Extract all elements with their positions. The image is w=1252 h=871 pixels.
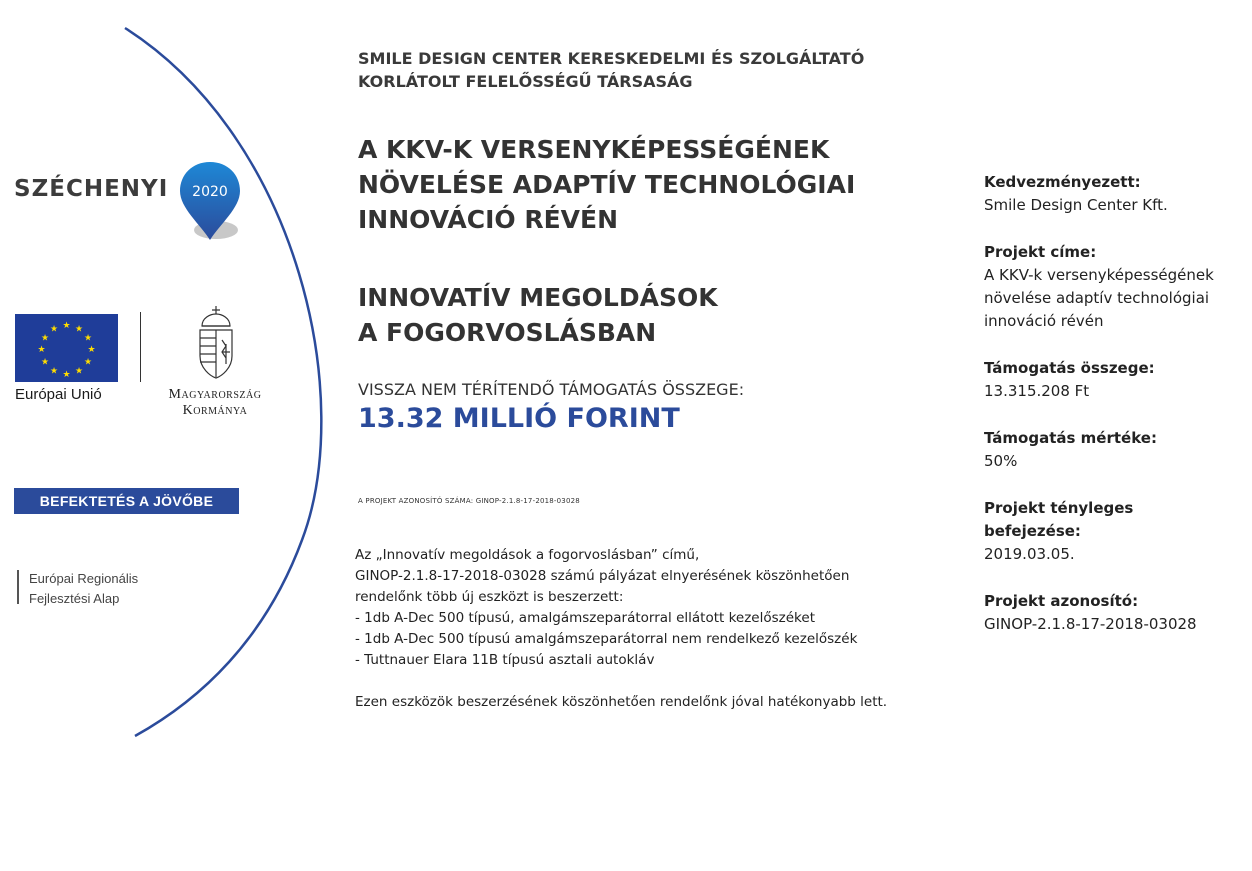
project-subtitle [358,280,718,350]
erfa-label [29,569,138,609]
company-name-line1: SMILE DESIGN CENTER KERESKEDELMI ÉS SZOLGÁLTATÓ [358,49,865,68]
eu-label: Európai Unió [15,386,102,403]
info-amount [984,357,1244,403]
svg-text:★: ★ [74,324,84,335]
svg-text:★: ★ [40,333,50,344]
project-id-small: A PROJEKT AZONOSÍTÓ SZÁMA: GINOP-2.1.8-17-2018-03028 [358,497,580,505]
info-label: Támogatás összege: [984,359,1155,377]
description-closing: Ezen eszközök beszerzésének köszönhetően rendelőnk jóval hatékonyabb lett. [355,694,888,710]
info-label: Projekt tényleges [984,499,1134,517]
info-beneficiary [984,171,1244,217]
eu-stars-icon [15,314,118,382]
svg-text:★: ★ [40,357,50,368]
coat-of-arms-icon [192,304,240,380]
info-value: 13.315.208 Ft [984,382,1090,400]
szechenyi-pin-icon [178,160,244,242]
info-value: A KKV-k versenyképességének [984,266,1214,284]
szechenyi-logo-text: SZÉCHENYI [14,176,169,202]
company-name-line2: KORLÁTOLT FELELŐSSÉGŰ TÁRSASÁG [358,72,693,91]
info-completion [984,497,1244,566]
company-name [358,47,864,93]
info-value: GINOP-2.1.8-17-2018-03028 [984,615,1197,633]
info-label: Projekt azonosító: [984,592,1139,610]
eu-flag [15,314,118,382]
info-value: Smile Design Center Kft. [984,196,1168,214]
info-project-id [984,590,1244,636]
grant-amount: 13.32 MILLIÓ FORINT [358,403,680,434]
info-label: Kedvezményezett: [984,173,1141,191]
info-value: innováció révén [984,312,1104,330]
government-label-line1: Magyarország [168,387,262,402]
info-rate [984,427,1244,473]
description-line: - 1db A-Dec 500 típusú, amalgámszeparátorral ellátott kezelőszéket [355,610,815,626]
info-project-title [984,241,1244,333]
info-label: befejezése: [984,522,1081,540]
grant-label: VISSZA NEM TÉRÍTENDŐ TÁMOGATÁS ÖSSZEGE: [358,380,745,399]
description-line: rendelőnk több új eszközt is beszerzett: [355,589,624,605]
project-subtitle-line1: INNOVATÍV MEGOLDÁSOK [358,283,718,312]
svg-text:★: ★ [87,345,96,355]
szechenyi-year: 2020 [192,184,228,200]
svg-text:★: ★ [74,366,84,377]
svg-text:★: ★ [83,333,93,344]
erfa-label-line1: Európai Regionális [29,571,139,586]
erfa-divider [17,570,19,604]
description-line: - 1db A-Dec 500 típusú amalgámszeparátorral nem rendelkező kezelőszék [355,631,858,647]
project-title-line3: INNOVÁCIÓ RÉVÉN [358,205,619,234]
description-line: Az „Innovatív megoldások a fogorvoslásban” című, [355,547,700,563]
project-title [358,132,855,237]
info-value: 2019.03.05. [984,545,1075,563]
description-line: GINOP-2.1.8-17-2018-03028 számú pályázat elnyerésének köszönhetően [355,568,850,584]
svg-text:★: ★ [83,357,93,368]
project-subtitle-line2: A FOGORVOSLÁSBAN [358,318,657,347]
info-value: 50% [984,452,1018,470]
project-title-line1: A KKV-K VERSENYKÉPESSÉGÉNEK [358,135,830,164]
info-value: növelése adaptív technológiai [984,289,1210,307]
project-info [984,171,1244,660]
government-label [145,387,285,419]
invest-in-future-banner: BEFEKTETÉS A JÖVŐBE [14,488,239,514]
description-line: - Tuttnauer Elara 11B típusú asztali autokláv [355,652,655,668]
svg-text:★: ★ [62,370,71,380]
svg-text:★: ★ [49,366,59,377]
description-spacer [355,671,887,692]
svg-text:★: ★ [62,321,71,331]
project-title-line2: NÖVELÉSE ADAPTÍV TECHNOLÓGIAI [358,170,856,199]
svg-text:★: ★ [37,345,46,355]
project-description [355,545,887,713]
info-label: Támogatás mértéke: [984,429,1157,447]
logo-divider [140,312,141,382]
government-label-line2: Kormánya [182,403,248,418]
svg-text:★: ★ [49,324,59,335]
info-label: Projekt címe: [984,243,1097,261]
erfa-label-line2: Fejlesztési Alap [29,591,120,606]
